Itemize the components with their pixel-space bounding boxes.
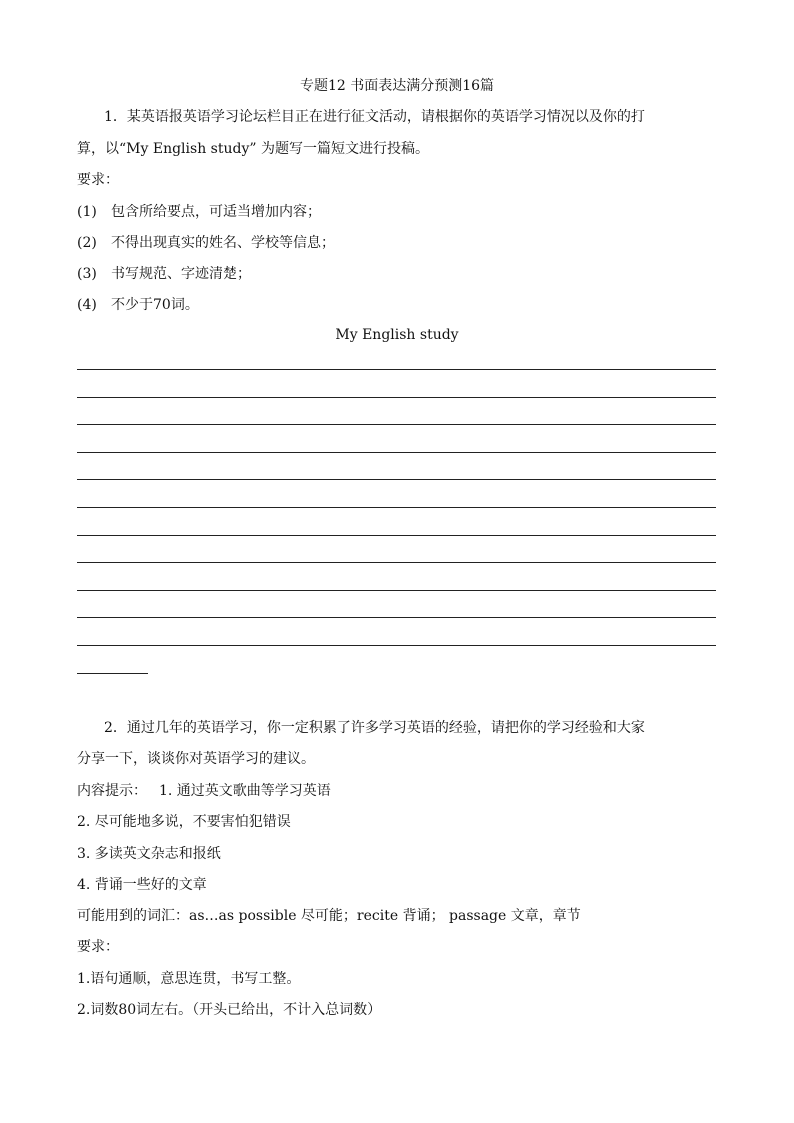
requirement-number: (2)	[77, 235, 97, 251]
writing-line	[77, 369, 716, 370]
q2-intro-line-2: 分享一下，谈谈你对英语学习的建议。	[77, 751, 315, 767]
q1-requirement-2	[77, 234, 335, 252]
q1-requirement-1	[77, 203, 321, 221]
q1-requirements-label: 要求：	[77, 172, 119, 188]
q2-hint-2: 2. 尽可能地多说，不要害怕犯错误	[77, 814, 291, 830]
hint-label: 内容提示：	[77, 783, 147, 799]
requirement-text: 不少于70词。	[111, 297, 199, 313]
q2-hint-line-1	[77, 782, 331, 800]
writing-line	[77, 424, 716, 425]
requirement-number: (4)	[77, 297, 97, 313]
writing-line	[77, 562, 716, 563]
q1-intro-line-1: 1．某英语报英语学习论坛栏目正在进行征文活动，请根据你的英语学习情况以及你的打	[104, 109, 645, 125]
writing-line	[77, 507, 716, 508]
writing-line	[77, 452, 716, 453]
q1-essay-title: My English study	[335, 327, 459, 343]
writing-line	[77, 535, 716, 536]
requirement-number: (3)	[77, 266, 97, 282]
writing-line	[77, 645, 716, 646]
writing-line	[77, 617, 716, 618]
q2-requirements-label: 要求：	[77, 939, 119, 955]
q1-intro-line-2: 算，以“My English study” 为题写一篇短文进行投稿。	[77, 141, 429, 157]
q2-requirement-1: 1.语句通顺，意思连贯，书写工整。	[77, 971, 301, 987]
q2-requirement-2: 2.词数80词左右。（开头已给出，不计入总词数）	[77, 1002, 382, 1018]
q2-hint-4: 4. 背诵一些好的文章	[77, 877, 207, 893]
writing-line	[77, 479, 716, 480]
page-title: 专题12 书面表达满分预测16篇	[299, 78, 495, 94]
writing-line	[77, 590, 716, 591]
requirement-text: 不得出现真实的姓名、学校等信息；	[111, 235, 335, 251]
requirement-text: 包含所给要点，可适当增加内容；	[111, 204, 321, 220]
q2-vocabulary: 可能用到的词汇：as…as possible 尽可能；recite 背诵； passage 文章，章节	[77, 908, 581, 924]
hint-item: 1. 通过英文歌曲等学习英语	[159, 783, 331, 799]
q2-hint-3: 3. 多读英文杂志和报纸	[77, 846, 221, 862]
writing-line	[77, 397, 716, 398]
requirement-number: (1)	[77, 204, 97, 220]
requirement-text: 书写规范、字迹清楚；	[111, 266, 251, 282]
q1-requirement-3	[77, 265, 251, 283]
q1-requirement-4	[77, 296, 199, 314]
q2-intro-line-1: 2．通过几年的英语学习，你一定积累了许多学习英语的经验，请把你的学习经验和大家	[104, 720, 645, 736]
writing-line-short	[77, 673, 148, 674]
